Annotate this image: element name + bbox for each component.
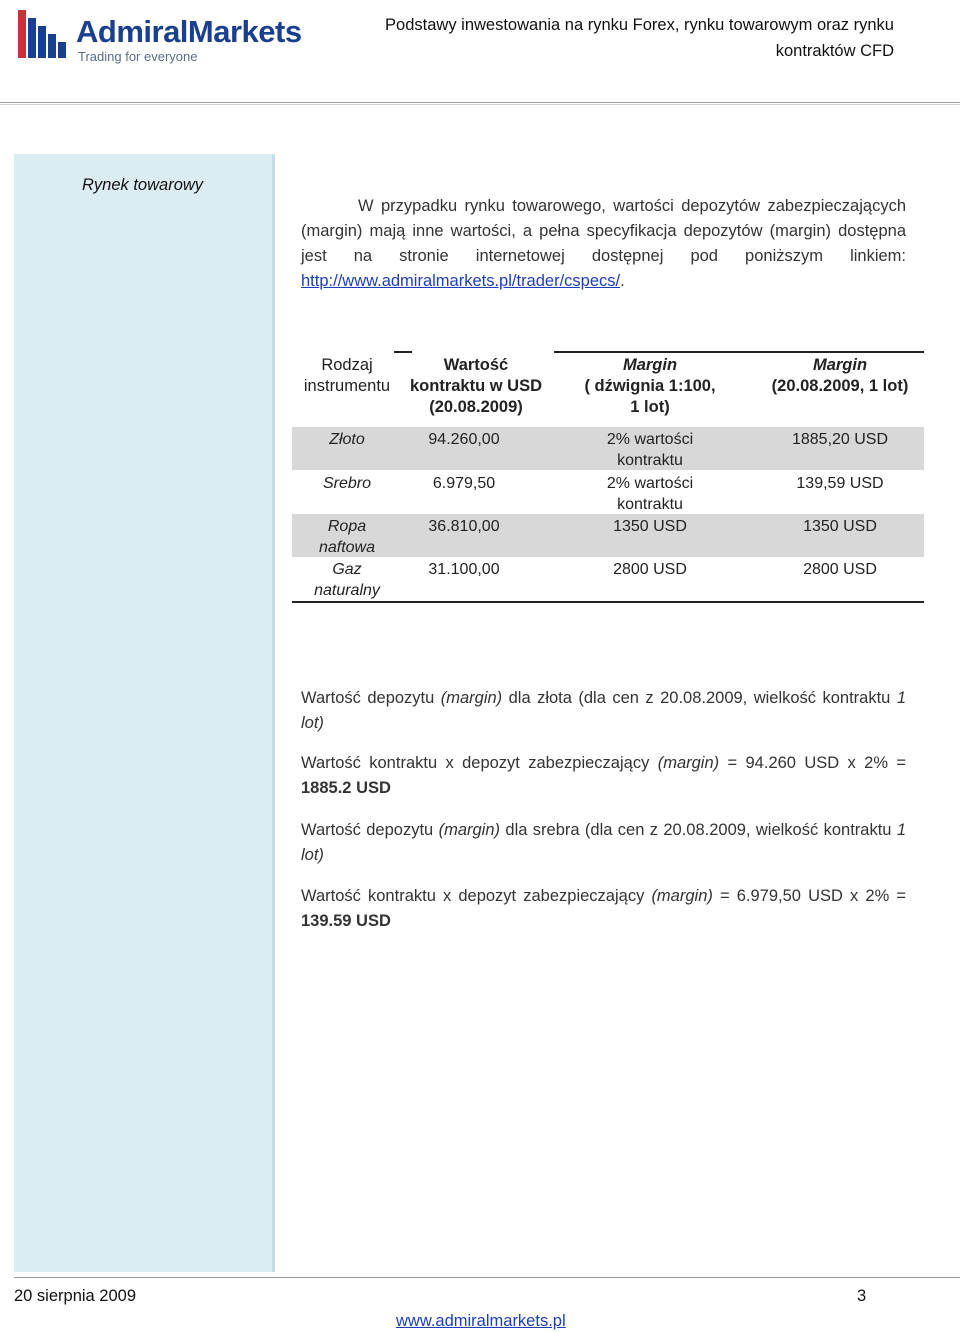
intro-line2: (margin) mają inne wartości, a pełna specyfikacja depozytów (margin) dostępna bbox=[301, 222, 906, 240]
footer-divider bbox=[14, 1277, 960, 1278]
header-contract-value: Wartość kontraktu w USD (20.08.2009) bbox=[409, 356, 543, 416]
logo-name: AdmiralMarkets bbox=[76, 14, 302, 49]
gold-margin-formula: Wartość kontraktu x depozyt zabezpieczający (margin) = 94.260 USD x 2% = 1885.2 USD bbox=[301, 754, 906, 797]
silver-margin-formula: Wartość kontraktu x depozyt zabezpieczający (margin) = 6.979,50 USD x 2% = 139.59 USD bbox=[301, 887, 906, 930]
gold-margin-heading: Wartość depozytu (margin) dla złota (dla cen z 20.08.2009, wielkość kontraktu 1 lot) bbox=[301, 689, 906, 732]
table-row: Srebro 6.979,50 2% wartości kontraktu 139,59 USD bbox=[322, 475, 884, 513]
header-instrument: Rodzaj instrumentu bbox=[303, 356, 391, 395]
table-bottom-rule bbox=[292, 601, 924, 603]
header-margin-date: Margin (20.08.2009, 1 lot) bbox=[771, 356, 909, 395]
footer-website-link[interactable]: www.admiralmarkets.pl bbox=[396, 1312, 566, 1330]
intro-line1: W przypadku rynku towarowego, wartości depozytów zabezpieczających bbox=[358, 197, 906, 215]
sidebar-border bbox=[272, 154, 275, 1272]
logo-tagline: Trading for everyone bbox=[78, 49, 198, 64]
header-divider bbox=[0, 102, 960, 105]
sidebar bbox=[14, 154, 272, 1272]
intro-link-suffix: . bbox=[620, 272, 625, 290]
table-row: Ropa naftowa 36.810,00 1350 USD 1350 USD bbox=[292, 514, 924, 557]
section-label: Rynek towarowy bbox=[82, 176, 204, 194]
footer-date: 20 sierpnia 2009 bbox=[14, 1287, 137, 1305]
document-title-line2: kontraktów CFD bbox=[775, 42, 894, 60]
document-title bbox=[374, 12, 894, 64]
header-margin-leverage: Margin ( dźwignia 1:100, 1 lot) bbox=[584, 356, 716, 416]
silver-margin-heading: Wartość depozytu (margin) dla srebra (dla cen z 20.08.2009, wielkość kontraktu 1 lot) bbox=[301, 821, 907, 864]
page-number: 3 bbox=[857, 1287, 867, 1305]
cspecs-link[interactable]: http://www.admiralmarkets.pl/trader/cspecs/ bbox=[301, 272, 621, 290]
document-title-line1: Podstawy inwestowania na rynku Forex, rynku towarowym oraz rynku bbox=[385, 16, 894, 34]
table-row: Złoto 94.260,00 2% wartości kontraktu 1885,20 USD bbox=[292, 427, 924, 470]
intro-line3: jest na stronie internetowej dostępnej pod poniższym linkiem: bbox=[301, 247, 906, 265]
brand-logo[interactable] bbox=[14, 6, 302, 64]
table-row: Gaz naturalny 31.100,00 2800 USD 2800 USD bbox=[314, 561, 877, 599]
intro-paragraph bbox=[301, 194, 906, 294]
logo-mark-icon bbox=[14, 6, 70, 62]
